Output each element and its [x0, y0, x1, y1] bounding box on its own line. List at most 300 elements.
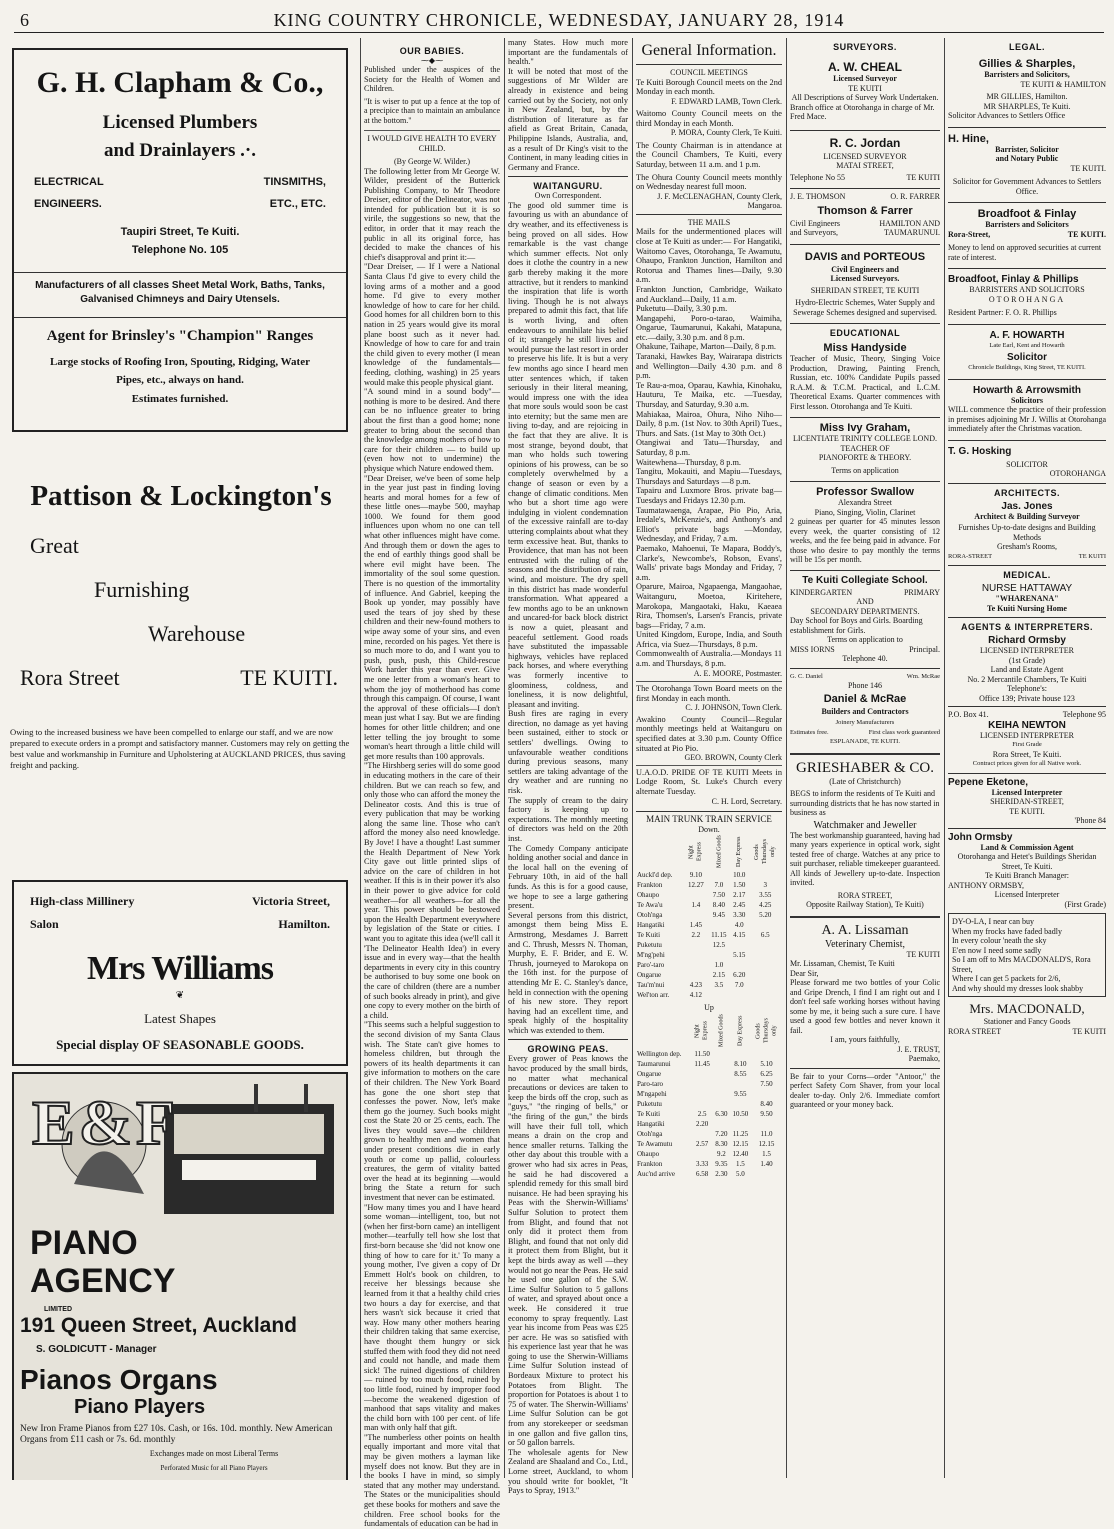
babies-subheading: I WOULD GIVE HEALTH TO EVERY CHILD.: [364, 130, 500, 153]
train-up-label: Up: [704, 1003, 714, 1012]
bf-line: TE KUITI.: [1067, 229, 1106, 239]
kn-line: First Grade: [1012, 741, 1042, 748]
train-time: [691, 1069, 712, 1079]
tf-line: Civil Engineers: [790, 218, 840, 228]
orm-line: Telephone's:: [1007, 684, 1047, 693]
train-time: 1.4: [691, 901, 701, 909]
train-time: 1.5: [736, 1159, 745, 1168]
ha-name: Howarth & Arrowsmith: [948, 379, 1106, 396]
train-row: [636, 1109, 782, 1119]
train-time: [748, 870, 782, 880]
grieshaber-name: GRIESHABER & CO.: [790, 753, 940, 777]
train-row: [636, 870, 782, 880]
train-row: [636, 900, 782, 910]
train-time: [751, 1089, 782, 1099]
train-station: M'ngapehi: [637, 1089, 667, 1098]
train-time: [713, 1059, 730, 1069]
train-time: [691, 1079, 712, 1089]
train-time: 9.10: [689, 871, 703, 879]
davis-line: Hydro-Electric Schemes, Water Supply and Sewerage Schemes designed and supervised.: [793, 298, 937, 317]
ef-logo: E&F: [32, 1087, 180, 1158]
train-time: 2.2: [691, 931, 701, 939]
cheal-line: All Descriptions of Survey Work Undertaken.: [791, 93, 939, 102]
train-station: Puketutu: [637, 941, 662, 949]
piano-players: Piano Players: [74, 1396, 206, 1418]
agency-word: AGENCY: [30, 1262, 176, 1300]
train-station: Auckl'd dep.: [637, 871, 673, 879]
train-row: [636, 1149, 782, 1159]
gs-line: TE KUITI & HAMILTON: [1020, 79, 1106, 89]
council-signature: F. EDWARD LAMB, Town Clerk.: [671, 96, 782, 106]
train-time: [713, 1079, 730, 1089]
train-time: 12.40: [732, 1149, 749, 1158]
limited-label: LIMITED: [44, 1306, 72, 1313]
train-time: [748, 970, 782, 980]
ha-line: WILL commence the practice of their profession in premises adjoining Mr J. Willis at Otorohanga immediately after the Christmas vacation.: [948, 405, 1106, 433]
tf-firm: Thomson & Farrer: [817, 204, 913, 217]
mail-entry: Tangitu, Mokauiti, and Mapiu—Tuesdays, Thursdays and Saturdays —8 p.m.: [636, 467, 782, 486]
williams-l2: Salon: [30, 917, 59, 931]
liss-line: Dear Sir,: [790, 968, 819, 978]
train-station: Te Kuiti: [637, 1109, 661, 1118]
train-time: 9.55: [734, 1089, 747, 1098]
train-time: 4.15: [733, 931, 746, 939]
jo-line: (First Grade): [1064, 899, 1106, 909]
train-time: [730, 990, 748, 1000]
train-row: [636, 1059, 782, 1069]
train-time: 11.0: [760, 1129, 773, 1138]
jo-line: ANTHONY ORMSBY,: [948, 880, 1025, 890]
train-station: Tau'm'nui: [637, 981, 665, 989]
dm-firm: Daniel & McRae: [823, 692, 907, 705]
dm-line: Phone 146: [848, 681, 882, 690]
train-time: 11.15: [711, 931, 727, 939]
williams-name: Mrs Williams: [86, 950, 274, 987]
train-row: [636, 880, 782, 890]
train-time: 2.20: [696, 1119, 709, 1128]
train-row: [636, 980, 782, 990]
train-time: [684, 950, 707, 960]
gries-line: Opposite Railway Station), Te Kuiti): [806, 900, 924, 909]
williams-r1: Victoria Street,: [252, 894, 330, 908]
masthead-title: KING COUNTRY CHRONICLE, WEDNESDAY, JANUARY 28, 1914: [273, 10, 845, 30]
awakino-notice: Awakino County Council—Regular monthly meetings held at Waitanguru on specified dates at 3.30 p.m. County Office situated at Pio Pio.: [636, 714, 782, 753]
babies-intro: Published under the auspices of the Society for the Health of Women and Children.: [364, 65, 500, 93]
jordan-town: TE KUITI: [906, 172, 940, 182]
train-time: [748, 940, 782, 950]
waitanguru-paragraph: The good old summer time is favouring us with an abundance of dry weather, and its effectiveness is being proved on all sides. How remarkable is the vast change which summer effects. Not only does it clothe the country in a new garb thereby making it the more attractive, but it renders to mankind the inspiration that life is worth living. Though he is not always prepared to admit this fact, that life is worth living, and often endeavours to annihilate his belief of it; strangely he still lives and would pursue the last resort in order to preserve his life. It is but a very few months ago since I heard men utter sentences which, if taken seriously in their literal meaning, would impress one with the idea that more souls would soon be cast into eternity; but the same men are living to-day, and are rejoicing in the fact that they are alive. It is most strange, beyond doubt, that man who holds such towering opinions of his prowess, can be so completely overwhelmed by a change of season or even by a change of climatic conditions. Men who but a short time ago were indulging in violent condemnation of the excessive rainfall are to-day uttering complaints about what they term excessive heat. But, thanks to Providence, that man has not been entrusted with the ruling of the seasons and the distribution of rain, wind, and moisture. The dry spell in this district has made wonderful transformation. What appeared a few months ago to be an unknown and uncared-for back block district is now a quiet, pleasant and peaceful settlement. Good roads have substituted the impassable highways, vehicles have replaced pack horses, and where everything was formerly incentive to gloominess, coldness, and loneliness, it is now delightful, pleasant and inviting.: [508, 200, 628, 709]
hosk-line: OTOROHANGA: [1049, 469, 1106, 478]
davis-line: Licensed Surveyors.: [830, 274, 900, 283]
train-column-header: Goods Thursdays only: [755, 1018, 778, 1043]
jones-line: Furnishes Up-to-date designs and Building Methods: [958, 523, 1096, 542]
gries-line: BEGS to inform the residents of Te Kuiti and surrounding districts that he has now started in business as: [790, 789, 940, 817]
hosking-name: T. G. Hosking: [948, 440, 1106, 457]
clapham-name: G. H. Clapham & Co.,: [36, 66, 324, 99]
train-time: 7.50: [712, 891, 725, 899]
gs-line: Solicitor Advances to Settlers Office: [948, 111, 1066, 120]
poem-line: In every colour 'neath the sky: [952, 936, 1047, 945]
train-time: 6.30: [715, 1109, 728, 1118]
train-time: 9.35: [715, 1159, 728, 1168]
train-column-header: Night Express: [688, 842, 703, 862]
williams-r2: Hamilton.: [278, 917, 330, 931]
dm-line: First class work guaranteed: [868, 728, 940, 736]
mail-entry: Frankton Junction, Cambridge, Waikato and Auckland—Daily, 11 a.m.: [636, 284, 782, 304]
pep-line: 'Phone 84: [1074, 816, 1106, 825]
babies-paragraph: "Dear Dreiser, we've been of some help in the year just past in finding loving hearts and moral homes for a few of these little ones—maybe 500, mayhap 1000. We found for them good influences upon whom no one can tell what other influences might have come. And through them or down the ages to the end of earthly things good shall be where evil might have been. The immortality of the soul some question. There is no question of the immortality of influence. And Gabriel, keeping the Book up yonder, may possibly have used the tears of joy shed by these children and their new-found mothers to wipe away some of your sins, and even mine, recorded on his pages. Yet there is so much more to do, and I want you to push, push, push, this Child-rescue Work harder this year than ever. Give me one letter from a woman's heart to whom the joy of motherhood has come through this campaign. Of course, I want the approval of these officials—I don't mean just what I say. But we are finding homes for other little children; and one letter telling the joy brought to some woman's heart through a little child will get more results than 100 approvals.: [364, 473, 500, 761]
mail-entry: Taranaki, Hawkes Bay, Wairarapa districts and Wellington—Daily 4.30 p.m. and 8 p.m.: [636, 352, 782, 381]
coll-line: PRIMARY: [903, 587, 940, 597]
train-time: 3.33: [696, 1159, 709, 1168]
peas-heading: GROWING PEAS.: [508, 1039, 628, 1054]
train-time: 1.45: [689, 921, 703, 929]
davis-name: DAVIS and PORTEOUS: [790, 244, 940, 263]
jones-line: Architect & Building Surveyor: [974, 511, 1080, 521]
train-time: 8.10: [734, 1059, 747, 1068]
swallow-line: Alexandra Street: [838, 498, 892, 507]
train-row: [636, 920, 782, 930]
pattison-town: TE KUITI.: [240, 665, 338, 690]
coll-line: MISS IORNS: [790, 644, 835, 654]
train-station: Ongarue: [637, 1069, 662, 1078]
train-time: 7.20: [715, 1129, 728, 1138]
clapham-agent: Agent for Brinsley's "Champion" Ranges: [46, 328, 314, 344]
poem-line: When my frocks have faded badly: [952, 926, 1062, 936]
awakino-signature: GEO. BROWN, County Clerk: [684, 753, 782, 763]
train-row: [636, 1049, 782, 1059]
train-down-label: Down.: [698, 824, 720, 834]
coll-line: Day School for Boys and Girls. Boarding establishment for Girls.: [790, 616, 923, 635]
kn-line: Telephone 95: [1062, 710, 1106, 719]
bf-line: Money to lend on approved securities at current rate of interest.: [948, 243, 1102, 262]
train-time: 6.25: [760, 1069, 773, 1078]
williams-advert: [12, 880, 348, 1066]
column-rule: [632, 38, 633, 1478]
mail-entry: Otangiwai and Tatu—Thursday, and Saturday, 8 p.m.: [636, 438, 782, 457]
orm-line: No. 2 Mercantile Chambers, Te Kuiti: [967, 674, 1087, 684]
liss-line: J. E. TRUST,: [897, 1044, 940, 1054]
train-time: [713, 1099, 730, 1109]
waitanguru-paragraph: The supply of cream to the dairy factory is keeping up to expectations. The monthly meeting of directors was held on the 20th inst.: [508, 795, 628, 843]
coll-line: AND: [856, 597, 874, 606]
pattison-street: Rora Street: [20, 665, 120, 690]
train-station: Wel'ton arr.: [637, 991, 670, 999]
train-column-header: Day Express: [736, 836, 743, 868]
peas-paragraph: Every grower of Peas knows the havoc produced by the small birds, no matter what mechanical precautions or devices are taken to keep the birds off the crop, such as "guys," "the ringing of bells," or "the firing of the gun," the birds will have their full toll, which means a drain on the crop and hence smaller returns. Talking the other day about this trouble with a grower who had six acres in Peas, he said he had discovered a splendid remedy for this small bird nuisance. He had been spraying his Peas with the Sherwin-Williams' Sulfur Solution to protect them from Blight, and found that not only did it protect them from Blight, and found that not only did it protect them from Blight, but it kept the birds away as well —they would not go near the Peas. He said he used one gallon of the S.W. Lime Sulfur Solution to 5 gallons of water, and sprayed about once a week. He considered it true economy to spray frequently. Last year his income from Peas was £25 per acre. He was so satisfied with his experience last year that he was going to use the Sherwin-Williams Lime Sulfur Solution instead of Bordeaux Mixture to protect his Potatoes from Blight. The proportion for Potatoes is about 1 to 75 of water. The Sherwin-Williams' Lime Sulfur Solution can be got from any storekeeper or seedsman in one gallon and five gallon tins, or 50 gallon barrels.: [508, 1054, 628, 1448]
handyside-name: Miss Handyside: [823, 342, 907, 354]
babies-paragraph: "The Hirshberg series will do some good in educating mothers in the care of their children. But we can reach so few, and only those who can afford the money the Delineator costs. And this is true of every publication that may be working along the same line. Those who can't afford the money also need knowledge. By Jove! I have a thought! Last summer the Health Department of New York City gave out little printed slips of advice on the care of children in hot weather. If this is in their power it's also in their power to give advice for cold weather—for all weathers—for all the year. This power should be bestowed upon the Health Department everywhere by legislation of the State or cities. I want you to agitate this idea (we'll call it 'The Delineator Health Idea') in every issue and in every way—that the health departments in every city in this country be authorised to buy some one book on the care of children (there are a number of such books already in print), and give one copy to every mother on the birth of a child.: [364, 761, 500, 1020]
howarth-name: A. F. HOWARTH: [948, 324, 1106, 341]
train-header-row: [636, 1013, 782, 1049]
train-time: 1.50: [733, 881, 746, 889]
train-station: Paro'-taro: [637, 961, 665, 969]
train-time: 3.30: [733, 911, 746, 919]
handyside-text: Teacher of Music, Theory, Singing Voice Production, Drawing, Painting French, Russian, etc. 100% Candidate Pupils passed R.A.M. & T.C.M. Practical, and L.C.M. Theoretical Exams. Quarter commences with First lesson. Otorohanga and Te Kuiti.: [790, 354, 940, 411]
jordan-line: MATAI STREET,: [836, 161, 894, 170]
train-time: 12.15: [732, 1139, 749, 1148]
kn-line: LICENSED INTERPRETER: [980, 730, 1074, 740]
clapham-advert: [12, 48, 348, 432]
hine-line: Solicitor for Government Advances to Settlers Office.: [952, 177, 1102, 196]
jo-line: Licensed Interpreter: [994, 890, 1060, 899]
coll-line: SECONDARY DEPARTMENTS.: [810, 606, 920, 616]
piano-terms: New Iron Frame Pianos from £27 10s. Cash, or 16s. 10d. monthly. New American Organs from £11 cash or 7s. 6d. monthly: [20, 1424, 333, 1445]
lodge-notice: U.A.O.D. PRIDE OF TE KUITI Meets in Lodge Room, St. Luke's Church every alternate Tuesday.: [636, 765, 782, 797]
bf-line: Barristers and Solicitors: [985, 220, 1069, 229]
train-row: [636, 1119, 782, 1129]
mac-line: Stationer and Fancy Goods: [983, 1017, 1071, 1026]
pattison-furnishing: Furnishing: [94, 577, 190, 602]
piano-address: 191 Queen Street, Auckland: [20, 1314, 297, 1337]
babies-byline: (By George W. Wilder.): [393, 157, 471, 166]
train-station: M'ng'pehi: [637, 951, 665, 959]
train-time: [691, 1129, 712, 1139]
liss-line: TE KUITI: [906, 949, 940, 959]
train-row: [636, 1129, 782, 1139]
agents-heading: AGENTS & INTERPRETERS.: [948, 617, 1106, 632]
train-time: [730, 1099, 751, 1109]
jordan-phone: Telephone No 55: [790, 172, 845, 182]
hosk-line: SOLICITOR: [1006, 459, 1048, 469]
council-signature: P. MORA, County Clerk, Te Kuiti.: [670, 128, 782, 138]
clapham-l3b: TINSMITHS,: [263, 176, 326, 188]
jordan-name: R. C. Jordan: [790, 130, 940, 150]
train-row: [636, 910, 782, 920]
train-time: [730, 1119, 751, 1129]
train-time: 3: [763, 881, 767, 889]
train-time: [748, 950, 782, 960]
clapham-line2: and Drainlayers .·.: [103, 140, 256, 161]
train-time: 8.40: [760, 1099, 773, 1108]
train-time: [751, 1169, 782, 1179]
states-paragraph: many States. How much more important are the fundamentals of health.": [508, 38, 628, 67]
train-time: 10.50: [732, 1109, 749, 1118]
jones-line: TE KUITI: [1078, 552, 1106, 560]
babies-paragraph: The following letter from Mr George W. Wilder, president of the Butterick Publishing Company, to Mr Theodore Dreiser, editor of the Delineator, was not intended for publication but it is so virile, the suggestions so new, that the editor, in order that it may reach the public in all its original force, has decided to make the chances of his chief's disapproval and print it:—: [364, 166, 500, 262]
cheal-line: Branch office at Otorohanga in charge of Mr. Fred Mace.: [790, 102, 935, 121]
newton-name: KEIHA NEWTON: [988, 719, 1066, 731]
tf-line: and Surveyors,: [790, 228, 838, 237]
hine-line: and Notary Public: [995, 154, 1059, 163]
bf-name: Broadfoot & Finlay: [948, 202, 1106, 220]
hine-line: TE KUITI.: [1070, 163, 1106, 173]
train-row: [636, 1089, 782, 1099]
general-heading: General Information.: [641, 42, 777, 59]
waitanguru-paragraph: Several persons from this district, amongst them being Miss E. Armstrong, Mesdames J. Barrett and C. Thrush, Messrs N. Thoman, Murphy, E. F. Brider, and E. W. Thrush, journeyed to Marokopa on the 16th inst. for the purpose of attending Mr E. C. Stanley's dance, held in connection with the opening of his new store. They report having had an excellent time, and speak highly of the hospitality which was extended to them.: [508, 910, 628, 1035]
coll-line: Telephone 40.: [842, 654, 888, 663]
train-time: 2.57: [696, 1139, 709, 1148]
gs-line: Barristers and Solicitors,: [984, 70, 1070, 79]
council-notice: Waitomo County Council meets on the third Monday in each Month.: [636, 109, 782, 128]
otorohanga-notice: The Otorohanga Town Board meets on the first Monday in each month.: [636, 681, 782, 703]
train-time: [713, 1119, 730, 1129]
kn-line: Rora Street, Te Kuiti.: [992, 749, 1062, 759]
coll-line: Terms on application to: [827, 635, 903, 644]
mail-entry: Tapairu and Luxmore Bros. private bag—Tuesdays and Fridays 12.30 p.m.: [636, 486, 782, 505]
train-station: Otoh'nga: [637, 1129, 663, 1138]
educational-heading: EDUCATIONAL: [790, 323, 940, 338]
train-station: Puketutu: [637, 1099, 662, 1108]
train-time: 11.50: [694, 1049, 710, 1058]
gs-name: Gillies & Sharples,: [978, 58, 1076, 70]
council-signature: J. F. McCLENAGHAN, County Clerk, Mangaroa.: [657, 191, 782, 211]
williams-shapes: Latest Shapes: [144, 1011, 216, 1026]
mail-entry: Mangapehi, Poro-o-tarao, Waimiha, Ongarue, Taumarunui, Kakahi, Matapuna, etc.—daily, 3.30 p.m. and 8 p.m.: [636, 313, 782, 342]
train-time: [708, 870, 731, 880]
train-time: [684, 960, 707, 970]
train-row: [636, 890, 782, 900]
waitanguru-heading: WAITANGURU.: [508, 176, 628, 191]
train-time: [748, 920, 782, 930]
train-time: 7.0: [714, 881, 724, 889]
train-station: Hangatiki: [637, 921, 665, 929]
train-time: [708, 950, 731, 960]
jones-line: Gresham's Rooms,: [996, 542, 1058, 551]
mail-entry: Ohakune, Taihape, Marton—Daily, 8 p.m.: [636, 342, 776, 352]
train-station: Frankton: [637, 1159, 663, 1168]
council-notice: Te Kuiti Borough Council meets on the 2nd Monday in each month.: [636, 77, 782, 97]
train-time: 1.0: [714, 961, 724, 969]
piano-exchanges: Exchanges made on most Liberal Terms: [149, 1449, 279, 1458]
babies-paragraph: "Dear Dreiser, — If I were a National Santa Claus I'd give to every child the loving arms of a mother and a good home. I'd give to every mother knowledge of how to care for her child. Good homes for all children born to this nation in 25 years would give its moral plane boost such as it never had. Knowledge of how to care for and train the child given to every mother (I mean knowledge of the fundamentals—feeding, clothing, washing) in 25 years would make this people physical giant.: [364, 262, 500, 387]
train-time: [751, 1119, 782, 1129]
train-row: [636, 1079, 782, 1089]
clapham-line1: Licensed Plumbers: [102, 112, 258, 133]
column-rule: [504, 38, 505, 1478]
train-time: [684, 910, 707, 920]
train-row: [636, 950, 782, 960]
train-station: Wellington dep.: [637, 1049, 682, 1058]
jones-name: Jas. Jones: [1001, 500, 1053, 512]
piano-manager: S. GOLDICUTT - Manager: [36, 1344, 157, 1355]
train-time: 12.15: [758, 1139, 775, 1148]
column-rule: [944, 38, 945, 1478]
train-station: Otoh'nga: [637, 911, 663, 919]
gries-line: (Late of Christchurch): [829, 776, 901, 786]
peas-paragraph: The wholesale agents for New Zealand are Shaaland and Co., Ltd., Lorne street, Auckland, to whom you should write for booklet, "It Pays to Spray, 1913.": [508, 1447, 628, 1496]
poem-line: E'en now I need some sadly: [952, 945, 1042, 955]
train-time: [713, 1049, 730, 1059]
orm-line: LICENSED INTERPRETER: [980, 646, 1074, 655]
waitanguru-paragraph: The Comedy Company anticipate holding another social and dance in the local hall on the evening of February 10th, in aid of the hall funds. As this is for a good cause, we hope to see a large gathering present.: [508, 843, 628, 911]
ornament-icon: ⁓◆⁓: [420, 56, 444, 65]
cheal-name: A. W. CHEAL: [828, 60, 902, 74]
train-row: [636, 930, 782, 940]
mac-line: TE KUITI: [1072, 1026, 1106, 1036]
pianos-organs: Pianos Organs: [20, 1364, 218, 1395]
train-station: Ongarue: [637, 971, 662, 979]
clapham-estimates: Estimates furnished.: [131, 393, 229, 405]
williams-l1: High-class Millinery: [30, 894, 135, 908]
dm-line: Wm. McRae: [906, 672, 940, 680]
orm-line: (1st Grade): [1008, 655, 1046, 665]
train-row: [636, 940, 782, 950]
bfp-line: Resident Partner: F. O. R. Phillips: [948, 308, 1057, 317]
pep-line: Licensed Interpreter: [991, 787, 1063, 797]
ornament-icon: ❦: [175, 990, 185, 1001]
states-paragraph: It will be noted that most of the suggestions of Mr Wilder are already in existence and being carried out by the Society, not only in New Zealand, but, by the distribution of literature as far afield as Great Britain, Canada, Philippine Islands, Australia, and, as a result of Dr King's visit to the Continent, in many leading cities in Germany and France.: [508, 66, 628, 172]
column-general: [636, 38, 782, 1478]
train-time: 5.15: [733, 951, 746, 959]
liss-line: Please forward me two bottles of your Colic and Gripe Drench, I find I am right out and I don't feel safe working horses without having some by me, it being such a sure cure. I have used a good few bottles and never known it fail.: [790, 978, 940, 1035]
graham-name: Miss Ivy Graham,: [790, 417, 940, 434]
clapham-stock: Large stocks of Roofing Iron, Spouting, Ridging, Water Pipes, etc., always on hand.: [50, 356, 310, 386]
mail-entry: United Kingdom, Europe, India, and South Africa, via Suez—Thursdays, 8 p.m.: [636, 630, 782, 649]
poem-line: So I am off to Mrs MACDONALD'S, Rora Street,: [952, 955, 1091, 974]
train-station: Taumarunui: [637, 1059, 671, 1068]
davis-line: SHERIDAN STREET, TE KUITI: [810, 285, 920, 295]
babies-heading: OUR BABIES.: [399, 46, 465, 56]
architects-heading: ARCHITECTS.: [948, 483, 1106, 498]
train-station: Te Awa'u: [637, 901, 663, 909]
swallow-line: 2 guineas per quarter for 45 minutes lesson every week, the quarter consisting of 12 weeks, and the fee being paid in advance. For those who desire to pay monthly the terms will be 15s per month.: [790, 517, 940, 564]
graham-line: PIANOFORTE & THEORY.: [818, 453, 912, 462]
train-time: [708, 920, 731, 930]
train-row: [636, 970, 782, 980]
masthead: [14, 10, 1104, 33]
lodge-signature: C. H. Lord, Secretary.: [711, 796, 782, 806]
swallow-name: Professor Swallow: [790, 481, 940, 498]
bfp-name: Broadfoot, Finlay & Phillips: [948, 268, 1106, 285]
column-legal: [948, 38, 1106, 1478]
train-time: 2.17: [733, 891, 746, 899]
dm-line: G. C. Daniel: [790, 672, 823, 680]
train-time: 8.30: [715, 1139, 728, 1148]
liss-line: Mr. Lissaman, Chemist, Te Kuiti: [790, 959, 895, 968]
orm-line: Office 139; Private house 123: [979, 693, 1075, 703]
train-time: [684, 890, 707, 900]
mail-entry: Te Rau-a-moa, Oparau, Kawhia, Kinohaku, Hauturu, Te Maika, etc. —Tuesday, Thursday, and Saturday, 9.30 a.m.: [636, 380, 782, 410]
train-time: 3.5: [714, 981, 724, 989]
train-row: [636, 1159, 782, 1169]
train-time: 11.25: [732, 1129, 749, 1138]
mail-entry: Commonwealth of Australia.—Mondays 11 a.m. and Thursdays, 8 p.m.: [636, 649, 782, 669]
train-time: [730, 960, 748, 970]
train-row: [636, 1169, 782, 1179]
train-row: [636, 1069, 782, 1079]
train-station: Frankton: [637, 881, 663, 889]
page-number: 6: [20, 10, 30, 30]
column-rule: [360, 38, 361, 1478]
mail-entry: Puketutu—Daily, 3.30 p.m.: [636, 304, 728, 314]
gs-line: MR SHARPLES, Te Kuiti.: [983, 101, 1071, 111]
train-station: Paro-taro: [637, 1079, 664, 1088]
tf-name1: J. E. THOMSON: [790, 192, 846, 201]
bf-line: Rora-Street,: [948, 229, 991, 239]
jo-line: Land & Commission Agent: [980, 842, 1074, 852]
orm-line: Land and Estate Agent: [990, 665, 1064, 674]
train-column-header: Day Express: [737, 1015, 744, 1046]
waitanguru-sub: Own Correspondent.: [534, 191, 602, 201]
column-waitanguru: [508, 38, 628, 1496]
train-time: [684, 940, 707, 950]
howarth-line: Chronicle Buildings, King Street, TE KUITI.: [968, 364, 1086, 371]
train-time: 9.2: [717, 1149, 726, 1158]
pattison-advert: [10, 438, 352, 838]
clapham-l3a: ELECTRICAL: [34, 176, 104, 188]
graham-line: TEACHER OF: [840, 443, 890, 453]
column-professional: [790, 38, 940, 1478]
train-time: [730, 1079, 751, 1089]
graham-line: Terms on application: [831, 465, 899, 475]
liss-line: Veterinary Chemist,: [825, 938, 905, 950]
train-time: 6.58: [696, 1169, 709, 1178]
train-up-table: [636, 1013, 782, 1179]
clapham-telephone: Telephone No. 105: [131, 244, 229, 256]
bfp-line: OTOROHANGA: [988, 294, 1066, 304]
macdonald-name: Mrs. MACDONALD,: [969, 1001, 1085, 1016]
